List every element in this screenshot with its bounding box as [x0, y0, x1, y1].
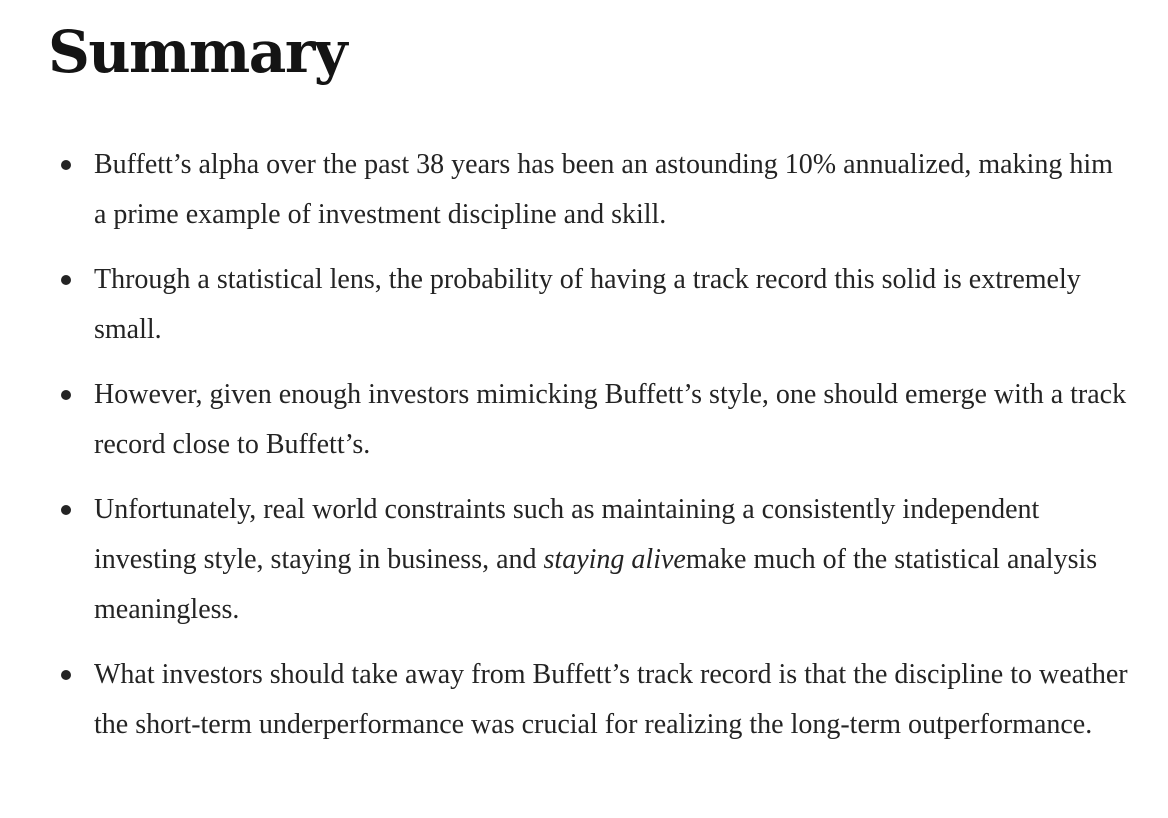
list-item	[48, 370, 1128, 470]
list-item	[48, 140, 1128, 240]
summary-list	[48, 140, 1128, 750]
list-item-text: Through a statistical lens, the probability of having a track record this solid is extremely small.	[94, 264, 1081, 345]
list-item-text: However, given enough investors mimicking Buffett’s style, one should emerge with a track record close to Buffett’s.	[94, 379, 1127, 460]
list-item-text: Buffett’s alpha over the past 38 years has been an astounding 10% annualized, making him a prime example of investment discipline and skill.	[94, 149, 1113, 230]
list-item	[48, 650, 1128, 750]
bullet-icon	[61, 390, 71, 400]
page-title: Summary	[48, 18, 347, 86]
list-item	[48, 485, 1128, 635]
bullet-icon	[61, 505, 71, 515]
list-item-emphasis: staying alive	[543, 544, 686, 575]
list-item-text-before: Unfortunately, real world constraints such as maintaining a consistently independent investing style, staying in business, and	[94, 494, 1040, 575]
bullet-icon	[61, 670, 71, 680]
bullet-icon	[61, 160, 71, 170]
list-item	[48, 255, 1128, 355]
list-item-text-after: make much of the statistical analysis meaningless.	[94, 544, 1098, 625]
list-item-text: What investors should take away from Buffett’s track record is that the discipline to weather the short-term underperformance was crucial for realizing the long-term outperformance.	[94, 659, 1128, 740]
bullet-icon	[61, 275, 71, 285]
